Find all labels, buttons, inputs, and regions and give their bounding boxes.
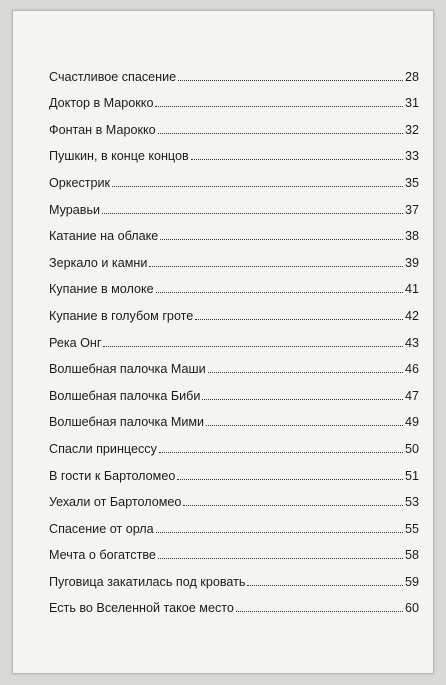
dot-leader [102, 213, 403, 214]
dot-leader [155, 106, 403, 107]
toc-entry-page-number: 41 [404, 282, 419, 297]
toc-entry-title: Доктор в Марокко [49, 96, 154, 111]
toc-entry-page-number: 33 [404, 149, 419, 164]
toc-entry-page-number: 39 [404, 255, 419, 270]
toc-entry [49, 137, 419, 164]
toc-entry-title: Мечта о богатстве [49, 548, 156, 563]
dot-leader [236, 611, 403, 612]
dot-leader [208, 372, 403, 373]
dot-leader [160, 239, 403, 240]
toc-entry [49, 483, 419, 510]
toc-entry [49, 270, 419, 297]
dot-leader [247, 585, 403, 586]
toc-entry [49, 562, 419, 589]
toc-entry [49, 323, 419, 350]
toc-entry-page-number: 53 [404, 495, 419, 510]
toc-entry [49, 190, 419, 217]
toc-entry [49, 589, 419, 616]
toc-entry-title: Уехали от Бартоломео [49, 495, 182, 510]
toc-entry-page-number: 35 [404, 175, 419, 190]
toc-entry-page-number: 42 [404, 308, 419, 323]
toc-entry-title: Река Онг [49, 335, 102, 350]
dot-leader [149, 266, 403, 267]
toc-entry-title: Есть во Вселенной такое место [49, 601, 234, 616]
table-of-contents [49, 57, 419, 615]
dot-leader [177, 479, 403, 480]
toc-entry [49, 217, 419, 244]
toc-entry-title: Счастливое спасение [49, 69, 177, 84]
toc-entry [49, 429, 419, 456]
toc-entry [49, 536, 419, 563]
toc-entry-title: Спасение от орла [49, 521, 154, 536]
toc-entry-title: Пушкин, в конце концов [49, 149, 189, 164]
toc-entry-page-number: 32 [404, 122, 419, 137]
toc-entry-title: Спасли принцессу [49, 441, 157, 456]
toc-entry-page-number: 60 [404, 601, 419, 616]
dot-leader [159, 452, 403, 453]
toc-entry-title: Зеркало и камни [49, 255, 148, 270]
toc-entry-title: Муравьи [49, 202, 101, 217]
dot-leader [158, 558, 403, 559]
book-page [12, 10, 434, 674]
toc-entry-title: Волшебная палочка Маши [49, 362, 206, 377]
dot-leader [112, 186, 403, 187]
toc-entry-title: В гости к Бартоломео [49, 468, 176, 483]
toc-entry-title: Купание в голубом гроте [49, 308, 194, 323]
toc-entry-title: Оркестрик [49, 175, 111, 190]
toc-entry-page-number: 31 [404, 96, 419, 111]
dot-leader [206, 425, 403, 426]
toc-entry-page-number: 49 [404, 415, 419, 430]
toc-entry-page-number: 51 [404, 468, 419, 483]
toc-entry-page-number: 59 [404, 574, 419, 589]
dot-leader [178, 80, 403, 81]
dot-leader [158, 133, 403, 134]
toc-entry [49, 110, 419, 137]
toc-entry-page-number: 43 [404, 335, 419, 350]
toc-entry [49, 456, 419, 483]
toc-entry-title: Волшебная палочка Мими [49, 415, 205, 430]
toc-entry-title: Катание на облаке [49, 229, 159, 244]
toc-entry-title: Пуговица закатилась под кровать [49, 574, 246, 589]
toc-entry-page-number: 46 [404, 362, 419, 377]
toc-entry-page-number: 50 [404, 441, 419, 456]
toc-entry [49, 509, 419, 536]
toc-entry [49, 376, 419, 403]
dot-leader [156, 292, 403, 293]
toc-entry-page-number: 37 [404, 202, 419, 217]
toc-entry-page-number: 28 [404, 69, 419, 84]
toc-entry-page-number: 47 [404, 388, 419, 403]
toc-entry [49, 350, 419, 377]
dot-leader [103, 346, 403, 347]
dot-leader [195, 319, 403, 320]
toc-entry-title: Купание в молоке [49, 282, 154, 297]
toc-entry-title: Фонтан в Марокко [49, 122, 156, 137]
toc-entry [49, 403, 419, 430]
dot-leader [202, 399, 403, 400]
toc-entry [49, 84, 419, 111]
dot-leader [183, 505, 403, 506]
toc-entry-page-number: 38 [404, 229, 419, 244]
toc-entry [49, 296, 419, 323]
dot-leader [156, 532, 403, 533]
toc-entry [49, 163, 419, 190]
dot-leader [191, 159, 403, 160]
toc-entry [49, 57, 419, 84]
toc-entry-page-number: 58 [404, 548, 419, 563]
toc-entry-page-number: 55 [404, 521, 419, 536]
toc-entry-title: Волшебная палочка Биби [49, 388, 201, 403]
toc-entry [49, 243, 419, 270]
